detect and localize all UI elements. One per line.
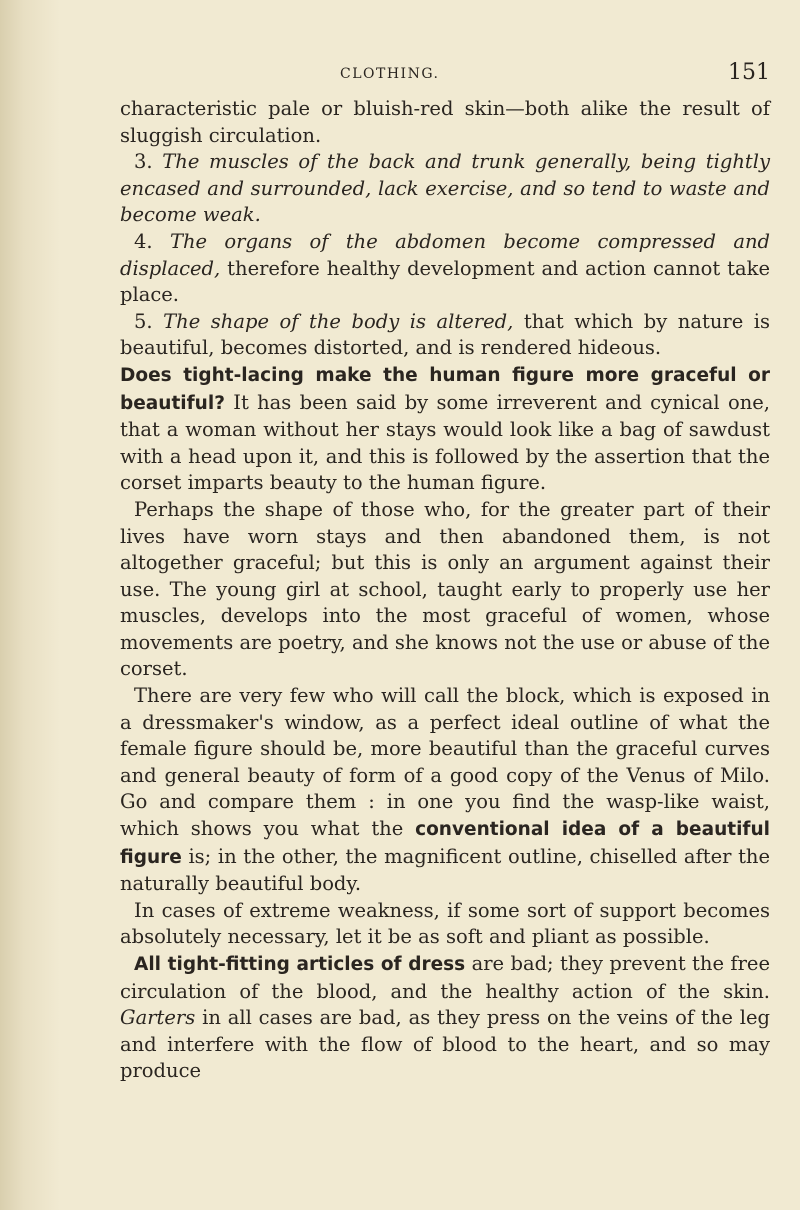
bold-phrase: All tight-fitting articles of dress: [134, 954, 466, 975]
bold-question: Does tight-lacing make the human figure more graceful or beautiful?: [120, 364, 770, 414]
point-number: 3.: [134, 150, 153, 174]
paragraph-weakness: In cases of extreme weakness, if some sort of support becomes absolutely necessary, let it be as soft and pliant as possible.: [120, 898, 770, 949]
paragraph-venus: [120, 683, 770, 898]
paragraph-continuation: characteristic pale or bluish-red skin—both alike the result of sluggish circulation.: [120, 97, 770, 147]
paragraph-text: are bad; they prevent the free circulation of the blood, and the healthy action of the skin.: [120, 952, 770, 1003]
bold-phrase: conventional idea of a beautiful figure: [120, 819, 770, 868]
page-binding-shadow: [0, 0, 60, 1210]
page-number: 151: [728, 60, 770, 85]
point-heading: The muscles of the back and trunk generally, being tightly encased and surrounded, lack exercise, and so tend to waste and become weak.: [120, 150, 770, 227]
paragraph-dress: [120, 951, 770, 1085]
paragraph-point-5: [120, 309, 770, 362]
point-text: therefore healthy development and action cannot take place.: [120, 256, 770, 307]
paragraph-shape: Perhaps the shape of those who, for the greater part of their lives have worn stays and then abandoned them, is not altogether graceful; but this is only an argument against their use. The young girl at school, taught early to properly use her muscles, develops into the most graceful of women, whose movements are poetry, and she knows not the use or abuse of the corset.: [120, 497, 770, 681]
book-page: [120, 60, 770, 1085]
point-number: 5.: [134, 309, 153, 333]
paragraph-text: is; in the other, the magnificent outline, chiselled after the naturally beautiful body.: [120, 844, 771, 896]
paragraph-point-4: [120, 229, 770, 309]
point-heading: The organs of the abdomen become compressed and displaced,: [120, 229, 770, 280]
point-heading: The shape of the body is altered,: [163, 309, 514, 333]
point-number: 4.: [134, 229, 153, 253]
running-header-title: CLOTHING.: [340, 66, 440, 82]
body-text: [120, 96, 770, 1085]
paragraph-text: There are very few who will call the block, which is exposed in a dressmaker's window, as a perfect ideal outline of what the female figure should be, more beautiful than the graceful curves and general beauty of form of a good copy of the Venus of Milo. Go and compare them : in one you find the wasp-like waist, which shows you what the: [120, 684, 770, 841]
running-header: [120, 60, 770, 96]
paragraph-tight-lacing: [120, 362, 770, 497]
paragraph-point-3: [120, 149, 770, 229]
paragraph-text: It has been said by some irreverent and cynical one, that a woman without her stays would look like a bag of sawdust with a head upon it, and this is followed by the assertion that the corset imparts beauty to the human figure.: [120, 390, 770, 495]
paragraph-text: in all cases are bad, as they press on the veins of the leg and interfere with the flow of blood to the heart, and so may produce: [120, 1006, 770, 1083]
italic-term: Garters: [120, 1006, 196, 1030]
point-text: that which by nature is beautiful, becomes distorted, and is rendered hideous.: [120, 309, 771, 360]
